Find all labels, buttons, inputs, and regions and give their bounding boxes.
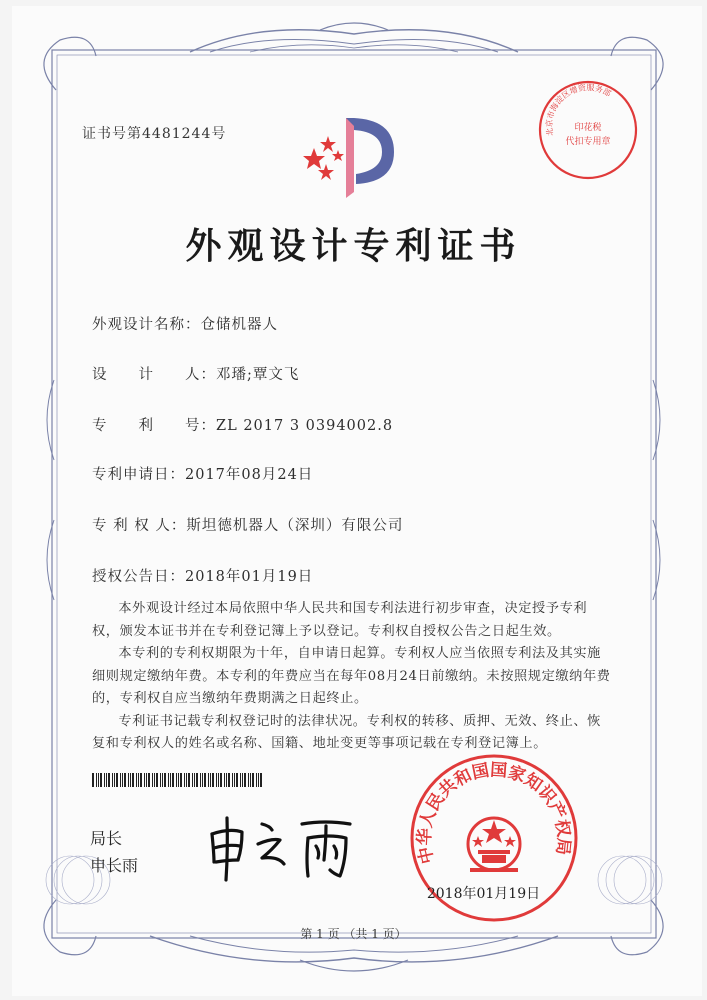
tax-seal-stamp <box>536 78 640 182</box>
patent-number-label: 专 利 号： <box>92 418 216 434</box>
patentee-value: 斯坦德机器人（深圳）有限公司 <box>186 518 404 534</box>
grant-date-row <box>92 565 313 586</box>
certificate-title: 外观设计专利证书 <box>185 225 522 267</box>
big-seal-ring-text: 中华人民共和国国家知识产权局 <box>414 760 574 866</box>
small-seal-center-text-2: 代扣专用章 <box>565 137 611 147</box>
certificate-body <box>92 598 612 756</box>
design-name-label: 外观设计名称： <box>92 317 201 333</box>
body-paragraph-1: 本外观设计经过本局依照中华人民共和国专利法进行初步审查，决定授予专利权，颁发本证书并在专利登记簿上予以登记。专利权自授权公告之日起生效。 <box>92 601 588 639</box>
design-name-value: 仓储机器人 <box>200 317 278 333</box>
certificate-number: 证书号第4481244号 <box>82 126 227 142</box>
patentee-row <box>92 514 403 535</box>
director-title: 局长 <box>90 829 123 848</box>
page-number: 第 1 页 （共 1 页） <box>300 927 407 941</box>
director-signature <box>200 810 365 885</box>
filing-date-label: 专利申请日： <box>92 467 185 483</box>
patent-office-logo <box>294 112 406 204</box>
designer-value: 邓璠;覃文飞 <box>216 367 300 383</box>
patent-number-value: ZL 2017 3 0394002.8 <box>216 418 394 434</box>
small-seal-ring-text: 北京市海淀区增资服务部 <box>544 83 613 137</box>
designer-label: 设 计 人： <box>92 367 216 383</box>
director-name: 申长雨 <box>90 856 139 875</box>
design-name-row <box>92 313 278 334</box>
grant-date-value: 2018年01月19日 <box>185 569 314 585</box>
body-paragraph-2: 本专利的专利权期限为十年，自申请日起算。专利权人应当依照专利法及其实施细则规定缴纳年费。本专利的年费应当在每年08月24日前缴纳。未按照规定缴纳年费的，专利权自应当缴纳年费期满之日起终止。 <box>92 646 611 706</box>
national-emblem-icon <box>468 818 520 872</box>
grant-date-label: 授权公告日： <box>92 569 185 585</box>
filing-date-value: 2017年08月24日 <box>185 467 314 483</box>
seal-date: 2018年01月19日 <box>426 886 541 902</box>
body-paragraph-3: 专利证书记载专利权登记时的法律状况。专利权的转移、质押、无效、终止、恢复和专利权人的姓名或名称、国籍、地址变更等事项记载在专利登记簿上。 <box>92 713 601 751</box>
designer-row <box>92 363 299 384</box>
small-seal-center-text-1: 印花税 <box>574 123 602 133</box>
filing-date-row <box>92 463 313 484</box>
patent-number-row <box>92 414 393 435</box>
barcode <box>92 773 264 787</box>
patentee-label: 专 利 权 人： <box>92 518 187 534</box>
